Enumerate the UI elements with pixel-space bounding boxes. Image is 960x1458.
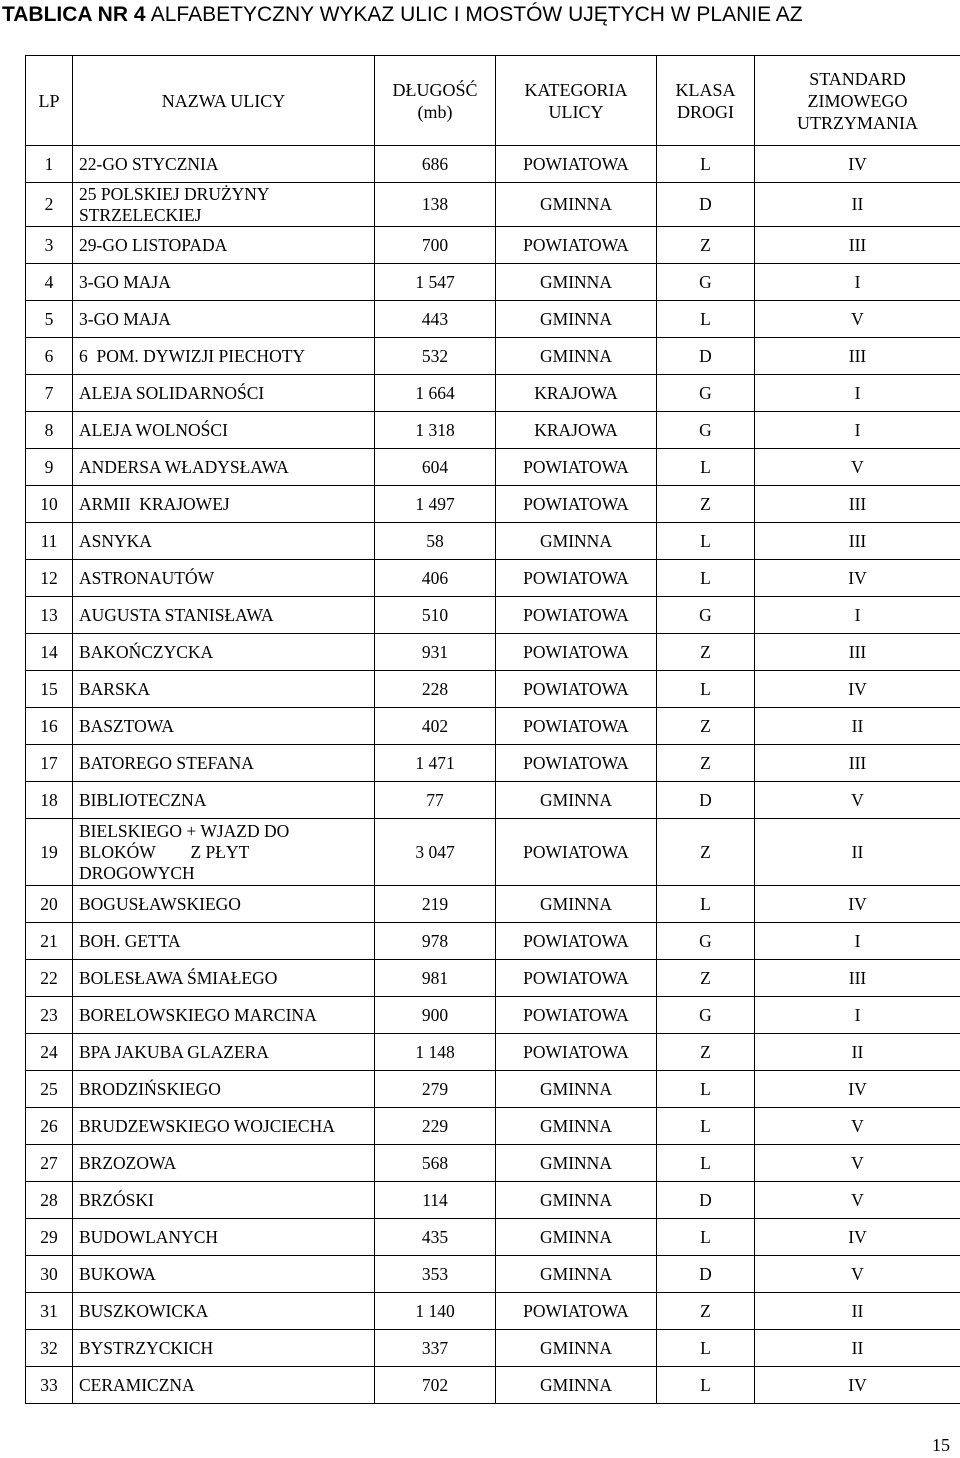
cell-lp: 16 <box>26 708 73 745</box>
cell-lp: 11 <box>26 523 73 560</box>
cell-lp: 33 <box>26 1367 73 1404</box>
cell-length: 1 664 <box>375 375 496 412</box>
street-name-line: BIBLIOTECZNA <box>79 789 207 810</box>
cell-winter-standard: IV <box>755 671 960 708</box>
cell-street-name <box>73 1293 375 1330</box>
cell-street-name <box>73 449 375 486</box>
cell-class: G <box>657 923 755 960</box>
header-winter-standard: STANDARD ZIMOWEGO UTRZYMANIA <box>755 56 960 146</box>
cell-length: 3 047 <box>375 819 496 886</box>
cell-length: 402 <box>375 708 496 745</box>
cell-street-name <box>73 819 375 886</box>
cell-class: Z <box>657 960 755 997</box>
cell-length: 568 <box>375 1145 496 1182</box>
cell-lp: 24 <box>26 1034 73 1071</box>
cell-winter-standard: I <box>755 997 960 1034</box>
cell-category: GMINNA <box>496 1367 657 1404</box>
table-row <box>26 886 960 923</box>
cell-category: POWIATOWA <box>496 227 657 264</box>
table-row <box>26 597 960 634</box>
cell-class: D <box>657 338 755 375</box>
cell-winter-standard: I <box>755 923 960 960</box>
table-row <box>26 183 960 227</box>
header-class: KLASA DROGI <box>657 56 755 146</box>
cell-lp: 28 <box>26 1182 73 1219</box>
table-header-row <box>26 56 960 146</box>
cell-lp: 26 <box>26 1108 73 1145</box>
cell-category: KRAJOWA <box>496 375 657 412</box>
table-row <box>26 227 960 264</box>
cell-class: L <box>657 886 755 923</box>
cell-length: 1 547 <box>375 264 496 301</box>
cell-category: POWIATOWA <box>496 597 657 634</box>
street-name-line: ASNYKA <box>79 530 152 551</box>
cell-category: GMINNA <box>496 1219 657 1256</box>
street-name-line: BOGUSŁAWSKIEGO <box>79 893 241 914</box>
cell-class: L <box>657 523 755 560</box>
cell-street-name <box>73 886 375 923</box>
cell-class: Z <box>657 819 755 886</box>
cell-length: 981 <box>375 960 496 997</box>
street-name-line: 3-GO MAJA <box>79 308 171 329</box>
cell-category: GMINNA <box>496 1108 657 1145</box>
cell-street-name <box>73 1330 375 1367</box>
cell-length: 1 148 <box>375 1034 496 1071</box>
street-name-line: ASTRONAUTÓW <box>79 567 215 588</box>
header-name: NAZWA ULICY <box>73 56 375 146</box>
street-name-line: BUKOWA <box>79 1263 156 1284</box>
cell-category: KRAJOWA <box>496 412 657 449</box>
cell-lp: 30 <box>26 1256 73 1293</box>
cell-length: 406 <box>375 560 496 597</box>
cell-winter-standard: I <box>755 375 960 412</box>
street-name-line: DROGOWYCH <box>79 862 195 883</box>
cell-length: 900 <box>375 997 496 1034</box>
cell-category: POWIATOWA <box>496 923 657 960</box>
cell-winter-standard: V <box>755 1145 960 1182</box>
cell-length: 138 <box>375 183 496 227</box>
cell-length: 1 471 <box>375 745 496 782</box>
street-name-line: BRZOZOWA <box>79 1152 177 1173</box>
cell-lp: 32 <box>26 1330 73 1367</box>
cell-lp: 2 <box>26 183 73 227</box>
header-lp: LP <box>26 56 73 146</box>
cell-class: Z <box>657 708 755 745</box>
cell-street-name <box>73 1256 375 1293</box>
cell-winter-standard: III <box>755 745 960 782</box>
cell-lp: 6 <box>26 338 73 375</box>
cell-class: Z <box>657 1034 755 1071</box>
cell-street-name <box>73 634 375 671</box>
cell-winter-standard: I <box>755 597 960 634</box>
table-row <box>26 486 960 523</box>
cell-length: 510 <box>375 597 496 634</box>
cell-winter-standard: V <box>755 1256 960 1293</box>
cell-street-name <box>73 560 375 597</box>
cell-category: POWIATOWA <box>496 1293 657 1330</box>
cell-category: GMINNA <box>496 523 657 560</box>
cell-street-name <box>73 997 375 1034</box>
table-number: TABLICA NR 4 <box>2 3 146 26</box>
cell-length: 532 <box>375 338 496 375</box>
cell-length: 219 <box>375 886 496 923</box>
cell-winter-standard: III <box>755 634 960 671</box>
cell-lp: 23 <box>26 997 73 1034</box>
cell-length: 435 <box>375 1219 496 1256</box>
street-name-line: BRZÓSKI <box>79 1189 154 1210</box>
table-row <box>26 146 960 183</box>
street-name-line: BATOREGO STEFANA <box>79 752 254 773</box>
cell-winter-standard: V <box>755 449 960 486</box>
cell-length: 604 <box>375 449 496 486</box>
cell-street-name <box>73 671 375 708</box>
table-row <box>26 523 960 560</box>
cell-class: L <box>657 449 755 486</box>
table-row <box>26 412 960 449</box>
cell-street-name <box>73 1145 375 1182</box>
cell-street-name <box>73 960 375 997</box>
cell-class: L <box>657 1145 755 1182</box>
street-name-line: 6 POM. DYWIZJI PIECHOTY <box>79 345 306 366</box>
cell-length: 1 318 <box>375 412 496 449</box>
street-name-line: BPA JAKUBA GLAZERA <box>79 1041 269 1062</box>
cell-winter-standard: II <box>755 708 960 745</box>
header-category: KATEGORIA ULICY <box>496 56 657 146</box>
cell-lp: 13 <box>26 597 73 634</box>
table-row <box>26 782 960 819</box>
street-name-line: AUGUSTA STANISŁAWA <box>79 604 274 625</box>
cell-category: GMINNA <box>496 1071 657 1108</box>
cell-class: L <box>657 146 755 183</box>
cell-lp: 14 <box>26 634 73 671</box>
cell-winter-standard: IV <box>755 1219 960 1256</box>
cell-length: 931 <box>375 634 496 671</box>
street-name-line: BASZTOWA <box>79 715 174 736</box>
cell-lp: 19 <box>26 819 73 886</box>
street-name-line: BOLESŁAWA ŚMIAŁEGO <box>79 967 278 988</box>
table-row <box>26 1219 960 1256</box>
table-body <box>26 146 960 1404</box>
street-name-line: 29-GO LISTOPADA <box>79 234 228 255</box>
header-length: DŁUGOŚĆ (mb) <box>375 56 496 146</box>
street-name-line: ANDERSA WŁADYSŁAWA <box>79 456 289 477</box>
cell-winter-standard: III <box>755 486 960 523</box>
street-name-line: STRZELECKIEJ <box>79 204 202 225</box>
table-row <box>26 375 960 412</box>
table-row <box>26 997 960 1034</box>
street-name-line: ALEJA SOLIDARNOŚCI <box>79 382 265 403</box>
cell-winter-standard: I <box>755 412 960 449</box>
street-name-line: BIELSKIEGO + WJAZD DO <box>79 820 290 841</box>
cell-winter-standard: I <box>755 264 960 301</box>
cell-category: GMINNA <box>496 1182 657 1219</box>
cell-lp: 17 <box>26 745 73 782</box>
cell-lp: 18 <box>26 782 73 819</box>
cell-length: 1 140 <box>375 1293 496 1330</box>
cell-class: G <box>657 375 755 412</box>
table-row <box>26 264 960 301</box>
street-name-line: BOH. GETTA <box>79 930 181 951</box>
cell-length: 279 <box>375 1071 496 1108</box>
cell-winter-standard: II <box>755 1034 960 1071</box>
cell-lp: 3 <box>26 227 73 264</box>
cell-lp: 4 <box>26 264 73 301</box>
cell-category: GMINNA <box>496 183 657 227</box>
table-caption: ALFABETYCZNY WYKAZ ULIC I MOSTÓW UJĘTYCH W PLANIE AZ <box>150 3 803 26</box>
page-number: 15 <box>932 1435 950 1455</box>
cell-lp: 25 <box>26 1071 73 1108</box>
cell-class: Z <box>657 227 755 264</box>
cell-winter-standard: III <box>755 338 960 375</box>
cell-length: 337 <box>375 1330 496 1367</box>
table-row <box>26 1034 960 1071</box>
cell-class: L <box>657 560 755 597</box>
table-row <box>26 1145 960 1182</box>
cell-class: G <box>657 264 755 301</box>
table-row <box>26 923 960 960</box>
cell-category: GMINNA <box>496 886 657 923</box>
cell-category: GMINNA <box>496 1256 657 1293</box>
cell-winter-standard: IV <box>755 886 960 923</box>
cell-winter-standard: II <box>755 183 960 227</box>
cell-category: GMINNA <box>496 301 657 338</box>
cell-category: GMINNA <box>496 782 657 819</box>
street-name-line: BRUDZEWSKIEGO WOJCIECHA <box>79 1115 335 1136</box>
cell-street-name <box>73 301 375 338</box>
cell-lp: 20 <box>26 886 73 923</box>
table-row <box>26 1182 960 1219</box>
cell-category: POWIATOWA <box>496 146 657 183</box>
cell-street-name <box>73 227 375 264</box>
cell-category: POWIATOWA <box>496 997 657 1034</box>
cell-class: G <box>657 412 755 449</box>
street-name-line: BRODZIŃSKIEGO <box>79 1078 221 1099</box>
table-row <box>26 634 960 671</box>
cell-lp: 22 <box>26 960 73 997</box>
cell-lp: 10 <box>26 486 73 523</box>
cell-street-name <box>73 523 375 560</box>
cell-winter-standard: V <box>755 1108 960 1145</box>
document-title <box>2 2 803 27</box>
cell-class: D <box>657 1182 755 1219</box>
cell-street-name <box>73 1219 375 1256</box>
cell-winter-standard: IV <box>755 1071 960 1108</box>
cell-winter-standard: IV <box>755 1367 960 1404</box>
table-row <box>26 708 960 745</box>
cell-category: GMINNA <box>496 1330 657 1367</box>
cell-street-name <box>73 1108 375 1145</box>
table-row <box>26 1293 960 1330</box>
cell-class: Z <box>657 745 755 782</box>
cell-street-name <box>73 708 375 745</box>
cell-class: D <box>657 183 755 227</box>
cell-street-name <box>73 1071 375 1108</box>
table-row <box>26 745 960 782</box>
street-name-line: CERAMICZNA <box>79 1374 195 1395</box>
cell-category: POWIATOWA <box>496 1034 657 1071</box>
cell-street-name <box>73 486 375 523</box>
cell-length: 353 <box>375 1256 496 1293</box>
cell-winter-standard: II <box>755 1293 960 1330</box>
street-name-line: BLOKÓW Z PŁYT <box>79 841 250 862</box>
cell-length: 702 <box>375 1367 496 1404</box>
street-name-line: 3-GO MAJA <box>79 271 171 292</box>
street-name-line: 25 POLSKIEJ DRUŻYNY <box>79 183 270 204</box>
cell-winter-standard: V <box>755 1182 960 1219</box>
cell-winter-standard: V <box>755 782 960 819</box>
cell-winter-standard: III <box>755 523 960 560</box>
street-name-line: 22-GO STYCZNIA <box>79 153 219 174</box>
table-row <box>26 1367 960 1404</box>
cell-street-name <box>73 1034 375 1071</box>
cell-lp: 27 <box>26 1145 73 1182</box>
cell-lp: 21 <box>26 923 73 960</box>
cell-category: POWIATOWA <box>496 708 657 745</box>
cell-class: D <box>657 782 755 819</box>
cell-street-name <box>73 1182 375 1219</box>
table-row <box>26 449 960 486</box>
cell-street-name <box>73 597 375 634</box>
cell-class: L <box>657 1108 755 1145</box>
cell-street-name <box>73 183 375 227</box>
cell-class: Z <box>657 486 755 523</box>
cell-winter-standard: III <box>755 960 960 997</box>
cell-class: L <box>657 1367 755 1404</box>
street-name-line: BORELOWSKIEGO MARCINA <box>79 1004 317 1025</box>
cell-class: Z <box>657 634 755 671</box>
cell-length: 228 <box>375 671 496 708</box>
cell-winter-standard: V <box>755 301 960 338</box>
cell-street-name <box>73 412 375 449</box>
cell-category: POWIATOWA <box>496 671 657 708</box>
cell-street-name <box>73 923 375 960</box>
cell-class: L <box>657 1219 755 1256</box>
cell-category: POWIATOWA <box>496 634 657 671</box>
cell-winter-standard: IV <box>755 146 960 183</box>
cell-class: D <box>657 1256 755 1293</box>
cell-class: L <box>657 1330 755 1367</box>
table-row <box>26 960 960 997</box>
cell-lp: 29 <box>26 1219 73 1256</box>
table-row <box>26 1330 960 1367</box>
street-name-line: BAKOŃCZYCKA <box>79 641 214 662</box>
cell-street-name <box>73 1367 375 1404</box>
table-row <box>26 819 960 886</box>
cell-category: GMINNA <box>496 338 657 375</box>
cell-category: POWIATOWA <box>496 486 657 523</box>
cell-lp: 15 <box>26 671 73 708</box>
cell-class: G <box>657 997 755 1034</box>
cell-length: 114 <box>375 1182 496 1219</box>
cell-lp: 5 <box>26 301 73 338</box>
street-name-line: ALEJA WOLNOŚCI <box>79 419 228 440</box>
cell-winter-standard: III <box>755 227 960 264</box>
cell-street-name <box>73 146 375 183</box>
cell-category: POWIATOWA <box>496 745 657 782</box>
cell-length: 686 <box>375 146 496 183</box>
cell-lp: 9 <box>26 449 73 486</box>
street-name-line: ARMII KRAJOWEJ <box>79 493 230 514</box>
cell-street-name <box>73 375 375 412</box>
table-row <box>26 301 960 338</box>
cell-length: 700 <box>375 227 496 264</box>
cell-lp: 8 <box>26 412 73 449</box>
street-name-line: BUSZKOWICKA <box>79 1300 209 1321</box>
cell-length: 443 <box>375 301 496 338</box>
cell-category: GMINNA <box>496 264 657 301</box>
cell-street-name <box>73 264 375 301</box>
cell-length: 77 <box>375 782 496 819</box>
cell-lp: 1 <box>26 146 73 183</box>
table-row <box>26 1256 960 1293</box>
cell-class: L <box>657 301 755 338</box>
cell-category: POWIATOWA <box>496 819 657 886</box>
cell-length: 58 <box>375 523 496 560</box>
cell-winter-standard: IV <box>755 560 960 597</box>
cell-category: GMINNA <box>496 1145 657 1182</box>
cell-category: POWIATOWA <box>496 449 657 486</box>
cell-class: L <box>657 671 755 708</box>
cell-street-name <box>73 745 375 782</box>
cell-length: 978 <box>375 923 496 960</box>
cell-class: G <box>657 597 755 634</box>
cell-class: Z <box>657 1293 755 1330</box>
cell-street-name <box>73 338 375 375</box>
cell-lp: 31 <box>26 1293 73 1330</box>
table-row <box>26 1108 960 1145</box>
cell-winter-standard: II <box>755 1330 960 1367</box>
table-row <box>26 1071 960 1108</box>
cell-lp: 12 <box>26 560 73 597</box>
cell-length: 229 <box>375 1108 496 1145</box>
table-row <box>26 338 960 375</box>
cell-winter-standard: II <box>755 819 960 886</box>
streets-table <box>25 55 960 1404</box>
table-row <box>26 671 960 708</box>
cell-length: 1 497 <box>375 486 496 523</box>
cell-class: L <box>657 1071 755 1108</box>
street-name-line: BARSKA <box>79 678 150 699</box>
table-row <box>26 560 960 597</box>
cell-category: POWIATOWA <box>496 960 657 997</box>
street-name-line: BUDOWLANYCH <box>79 1226 219 1247</box>
cell-category: POWIATOWA <box>496 560 657 597</box>
street-name-line: BYSTRZYCKICH <box>79 1337 214 1358</box>
cell-lp: 7 <box>26 375 73 412</box>
cell-street-name <box>73 782 375 819</box>
